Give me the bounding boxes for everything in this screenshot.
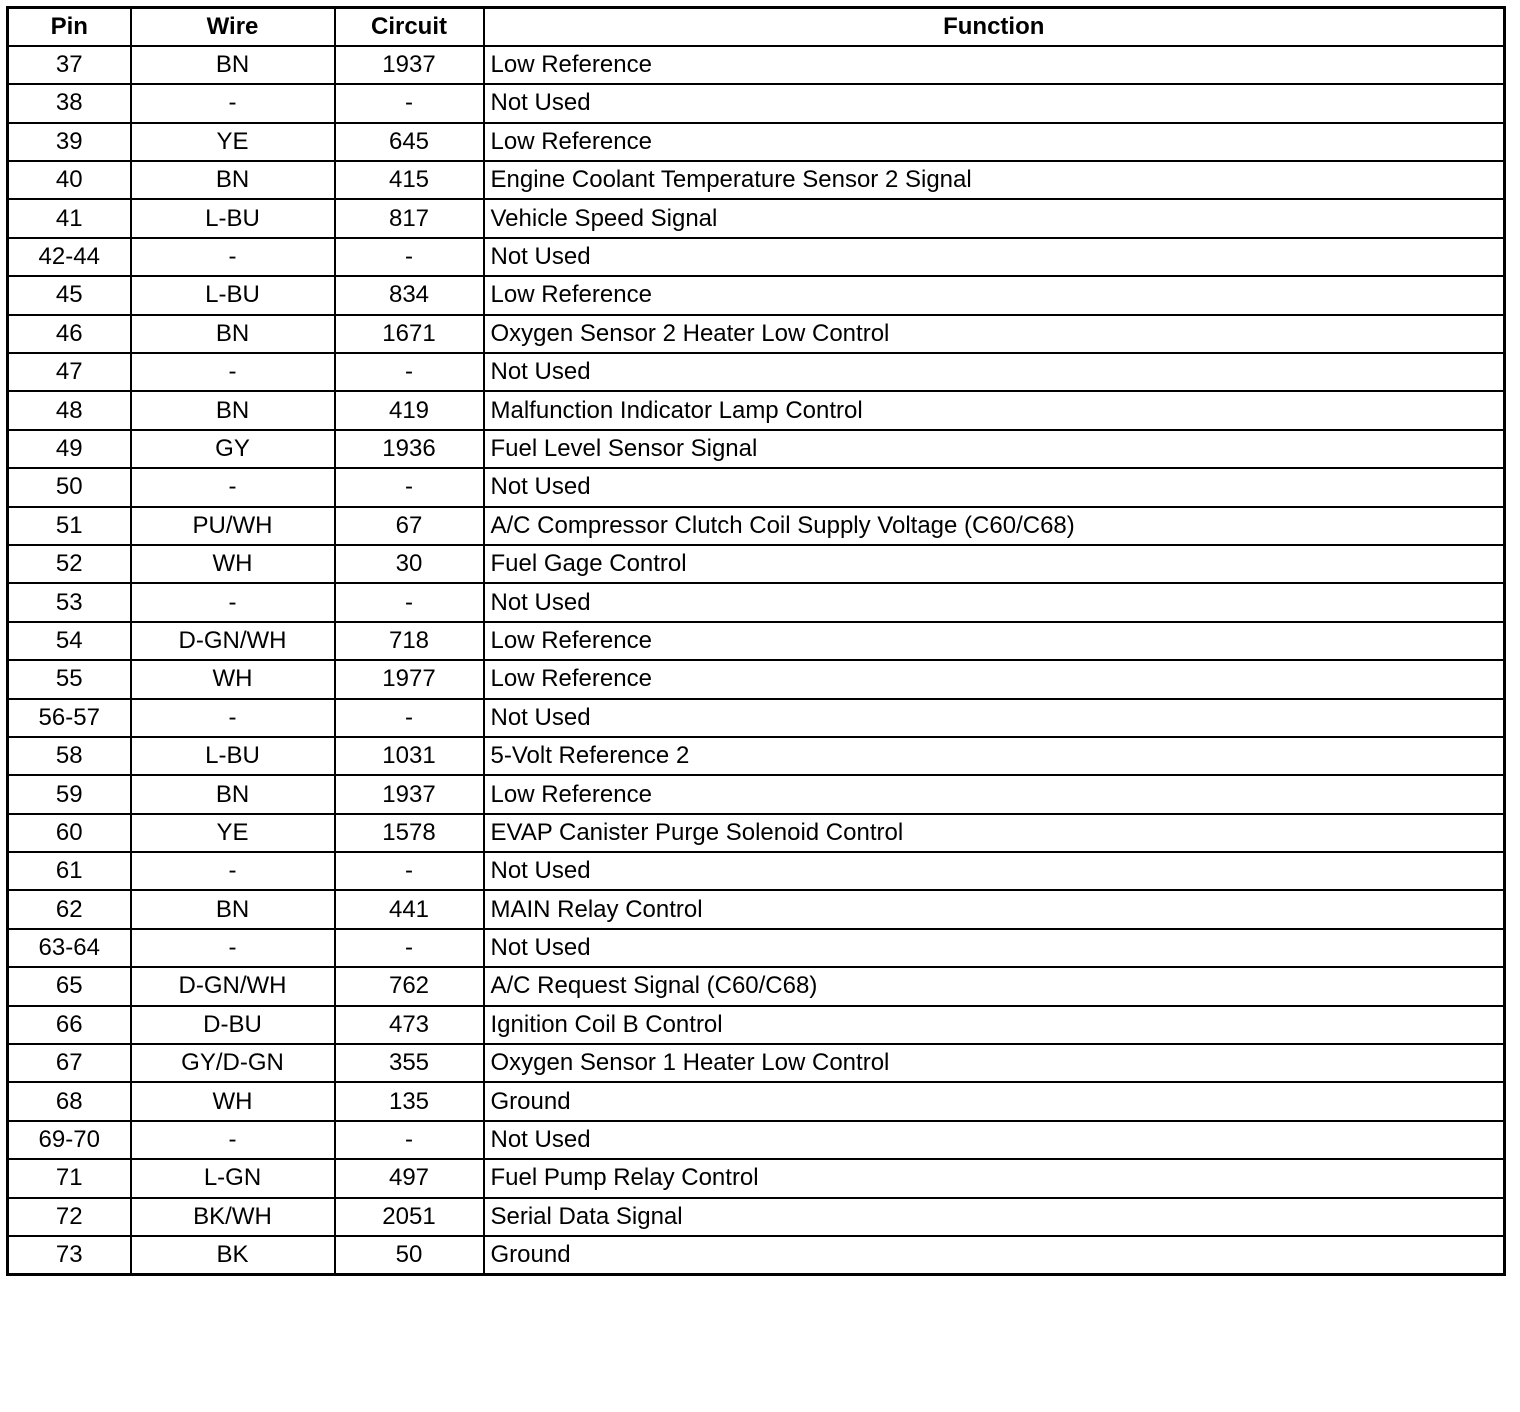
pin-cell: 63-64: [8, 929, 131, 967]
table-row: [8, 1159, 1505, 1197]
function-cell: Not Used: [484, 583, 1505, 621]
pin-cell: 53: [8, 583, 131, 621]
pin-cell: 41: [8, 199, 131, 237]
wire-cell: -: [131, 238, 335, 276]
circuit-cell: 762: [335, 967, 484, 1005]
pin-cell: 55: [8, 660, 131, 698]
pin-cell: 58: [8, 737, 131, 775]
table-row: [8, 315, 1505, 353]
function-cell: Low Reference: [484, 276, 1505, 314]
wire-cell: WH: [131, 660, 335, 698]
pin-cell: 67: [8, 1044, 131, 1082]
function-cell: Not Used: [484, 468, 1505, 506]
function-cell: 5-Volt Reference 2: [484, 737, 1505, 775]
header-wire: Wire: [131, 8, 335, 46]
pin-cell: 65: [8, 967, 131, 1005]
header-circuit: Circuit: [335, 8, 484, 46]
pin-cell: 46: [8, 315, 131, 353]
table-row: [8, 1236, 1505, 1274]
circuit-cell: -: [335, 699, 484, 737]
pin-cell: 38: [8, 84, 131, 122]
function-cell: Low Reference: [484, 46, 1505, 84]
table-header: [8, 8, 1505, 46]
function-cell: Ground: [484, 1082, 1505, 1120]
wire-cell: BN: [131, 391, 335, 429]
circuit-cell: -: [335, 353, 484, 391]
pin-cell: 40: [8, 161, 131, 199]
function-cell: Low Reference: [484, 123, 1505, 161]
pin-cell: 51: [8, 507, 131, 545]
table-row: [8, 1044, 1505, 1082]
wire-cell: L-GN: [131, 1159, 335, 1197]
table-row: [8, 507, 1505, 545]
table-row: [8, 1121, 1505, 1159]
pin-cell: 66: [8, 1006, 131, 1044]
table-body: [8, 46, 1505, 1275]
table-row: [8, 967, 1505, 1005]
wire-cell: BN: [131, 46, 335, 84]
table-row: [8, 391, 1505, 429]
function-cell: A/C Request Signal (C60/C68): [484, 967, 1505, 1005]
wire-cell: BK/WH: [131, 1198, 335, 1236]
header-row: [8, 8, 1505, 46]
table-row: [8, 276, 1505, 314]
wire-cell: YE: [131, 123, 335, 161]
function-cell: MAIN Relay Control: [484, 890, 1505, 928]
wire-cell: L-BU: [131, 276, 335, 314]
function-cell: EVAP Canister Purge Solenoid Control: [484, 814, 1505, 852]
table-row: [8, 238, 1505, 276]
connector-pinout-table: [6, 6, 1506, 1276]
pin-cell: 52: [8, 545, 131, 583]
pin-cell: 71: [8, 1159, 131, 1197]
pin-cell: 49: [8, 430, 131, 468]
circuit-cell: -: [335, 929, 484, 967]
table-row: [8, 84, 1505, 122]
wire-cell: PU/WH: [131, 507, 335, 545]
pin-cell: 37: [8, 46, 131, 84]
table-row: [8, 468, 1505, 506]
pin-cell: 59: [8, 775, 131, 813]
wire-cell: BN: [131, 775, 335, 813]
function-cell: Engine Coolant Temperature Sensor 2 Signal: [484, 161, 1505, 199]
table-row: [8, 353, 1505, 391]
pin-cell: 54: [8, 622, 131, 660]
circuit-cell: -: [335, 583, 484, 621]
table-row: [8, 161, 1505, 199]
pin-cell: 72: [8, 1198, 131, 1236]
table-row: [8, 545, 1505, 583]
wire-cell: D-GN/WH: [131, 967, 335, 1005]
wire-cell: BN: [131, 161, 335, 199]
pin-cell: 68: [8, 1082, 131, 1120]
circuit-cell: 67: [335, 507, 484, 545]
circuit-cell: 419: [335, 391, 484, 429]
wire-cell: -: [131, 699, 335, 737]
function-cell: Not Used: [484, 353, 1505, 391]
function-cell: Ground: [484, 1236, 1505, 1274]
pin-cell: 42-44: [8, 238, 131, 276]
table-row: [8, 852, 1505, 890]
pin-cell: 73: [8, 1236, 131, 1274]
pin-cell: 50: [8, 468, 131, 506]
pin-cell: 39: [8, 123, 131, 161]
circuit-cell: 355: [335, 1044, 484, 1082]
pin-cell: 45: [8, 276, 131, 314]
circuit-cell: 135: [335, 1082, 484, 1120]
pin-cell: 60: [8, 814, 131, 852]
circuit-cell: 2051: [335, 1198, 484, 1236]
function-cell: Vehicle Speed Signal: [484, 199, 1505, 237]
circuit-cell: 441: [335, 890, 484, 928]
pin-cell: 62: [8, 890, 131, 928]
function-cell: Not Used: [484, 238, 1505, 276]
circuit-cell: 1936: [335, 430, 484, 468]
pin-cell: 48: [8, 391, 131, 429]
table-row: [8, 199, 1505, 237]
pin-cell: 47: [8, 353, 131, 391]
wire-cell: BK: [131, 1236, 335, 1274]
function-cell: Fuel Gage Control: [484, 545, 1505, 583]
wire-cell: GY: [131, 430, 335, 468]
wire-cell: WH: [131, 545, 335, 583]
function-cell: Serial Data Signal: [484, 1198, 1505, 1236]
circuit-cell: -: [335, 238, 484, 276]
function-cell: Low Reference: [484, 775, 1505, 813]
header-pin: Pin: [8, 8, 131, 46]
function-cell: Not Used: [484, 852, 1505, 890]
circuit-cell: 497: [335, 1159, 484, 1197]
table-row: [8, 622, 1505, 660]
circuit-cell: 817: [335, 199, 484, 237]
function-cell: Not Used: [484, 929, 1505, 967]
circuit-cell: -: [335, 852, 484, 890]
wire-cell: YE: [131, 814, 335, 852]
function-cell: Low Reference: [484, 660, 1505, 698]
table-row: [8, 123, 1505, 161]
wire-cell: L-BU: [131, 737, 335, 775]
table-row: [8, 699, 1505, 737]
table-row: [8, 775, 1505, 813]
wire-cell: -: [131, 583, 335, 621]
wire-cell: BN: [131, 315, 335, 353]
circuit-cell: 834: [335, 276, 484, 314]
table-row: [8, 814, 1505, 852]
table-row: [8, 46, 1505, 84]
circuit-cell: 1671: [335, 315, 484, 353]
function-cell: Not Used: [484, 84, 1505, 122]
pin-cell: 61: [8, 852, 131, 890]
circuit-cell: -: [335, 468, 484, 506]
pin-cell: 69-70: [8, 1121, 131, 1159]
circuit-cell: 1031: [335, 737, 484, 775]
circuit-cell: 473: [335, 1006, 484, 1044]
wire-cell: GY/D-GN: [131, 1044, 335, 1082]
wire-cell: -: [131, 1121, 335, 1159]
header-function: Function: [484, 8, 1505, 46]
circuit-cell: 30: [335, 545, 484, 583]
function-cell: Oxygen Sensor 1 Heater Low Control: [484, 1044, 1505, 1082]
pin-cell: 56-57: [8, 699, 131, 737]
table-row: [8, 583, 1505, 621]
function-cell: Low Reference: [484, 622, 1505, 660]
table-row: [8, 1198, 1505, 1236]
circuit-cell: 1937: [335, 775, 484, 813]
table-row: [8, 929, 1505, 967]
function-cell: Not Used: [484, 699, 1505, 737]
circuit-cell: 645: [335, 123, 484, 161]
circuit-cell: 1578: [335, 814, 484, 852]
circuit-cell: 50: [335, 1236, 484, 1274]
table-row: [8, 1006, 1505, 1044]
table-row: [8, 1082, 1505, 1120]
table-row: [8, 660, 1505, 698]
wire-cell: -: [131, 468, 335, 506]
table-row: [8, 430, 1505, 468]
wire-cell: -: [131, 84, 335, 122]
circuit-cell: 1977: [335, 660, 484, 698]
function-cell: Oxygen Sensor 2 Heater Low Control: [484, 315, 1505, 353]
function-cell: Fuel Level Sensor Signal: [484, 430, 1505, 468]
wire-cell: -: [131, 852, 335, 890]
function-cell: Fuel Pump Relay Control: [484, 1159, 1505, 1197]
wire-cell: -: [131, 929, 335, 967]
wire-cell: D-BU: [131, 1006, 335, 1044]
function-cell: A/C Compressor Clutch Coil Supply Voltage (C60/C68): [484, 507, 1505, 545]
circuit-cell: 415: [335, 161, 484, 199]
wire-cell: -: [131, 353, 335, 391]
function-cell: Ignition Coil B Control: [484, 1006, 1505, 1044]
circuit-cell: -: [335, 84, 484, 122]
table-row: [8, 890, 1505, 928]
function-cell: Malfunction Indicator Lamp Control: [484, 391, 1505, 429]
circuit-cell: 1937: [335, 46, 484, 84]
circuit-cell: 718: [335, 622, 484, 660]
table-row: [8, 737, 1505, 775]
function-cell: Not Used: [484, 1121, 1505, 1159]
wire-cell: D-GN/WH: [131, 622, 335, 660]
wire-cell: BN: [131, 890, 335, 928]
wire-cell: WH: [131, 1082, 335, 1120]
wire-cell: L-BU: [131, 199, 335, 237]
circuit-cell: -: [335, 1121, 484, 1159]
